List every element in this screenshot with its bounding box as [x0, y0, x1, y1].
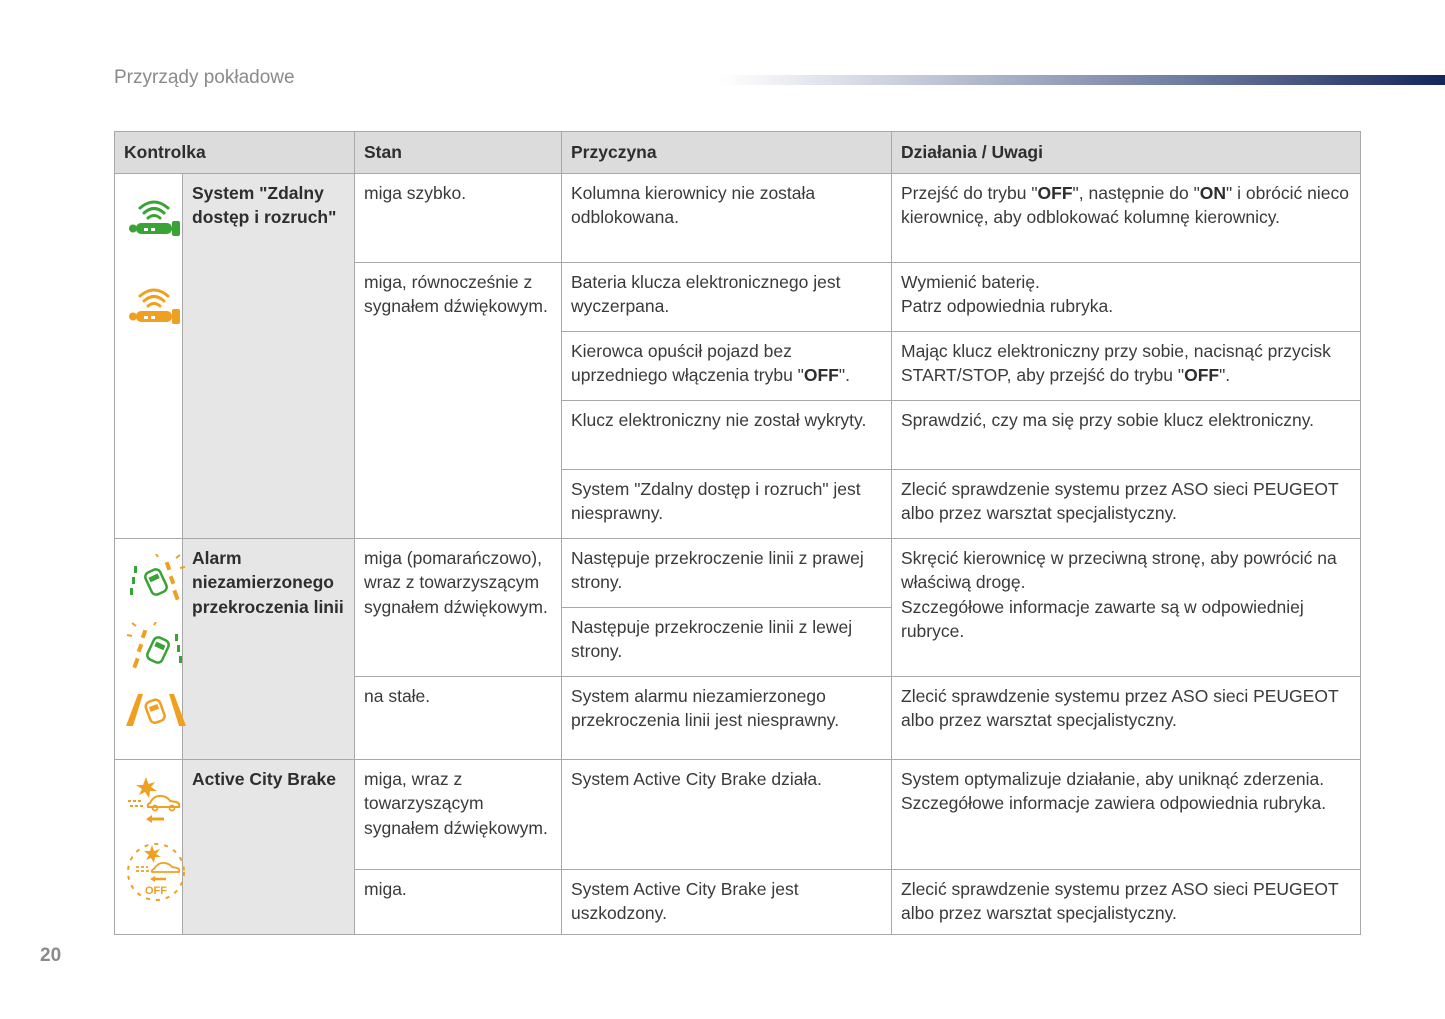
lane-departure-right-icon [124, 554, 188, 608]
header-gradient-bar [720, 75, 1445, 85]
table-row [115, 174, 1361, 263]
active-city-brake-off-icon [124, 839, 188, 905]
keyless-state-2: miga, równocześnie z sygnałem dźwiękowym. [355, 263, 562, 539]
acb-action-2: Zlecić sprawdzenie systemu przez ASO sieci PEUGEOT albo przez warsztat specjalistyczny. [892, 870, 1361, 935]
lane-cause-1: Następuje przekroczenie linii z prawej strony. [562, 539, 892, 608]
keyless-cause-2: Bateria klucza elektronicznego jest wyczerpana. [562, 263, 892, 332]
section-title: Przyrządy pokładowe [114, 67, 295, 88]
lane-state-2: na stałe. [355, 677, 562, 760]
col-header-dzialania: Działania / Uwagi [892, 132, 1361, 174]
keyless-name: System "Zdalny dostęp i rozruch" [183, 174, 355, 539]
lane-name: Alarm niezamierzonego przekroczenia linii [183, 539, 355, 760]
keyless-cause-3: Kierowca opuścił pojazd bez uprzedniego włączenia trybu "OFF". [562, 332, 892, 401]
keyless-state-1: miga szybko. [355, 174, 562, 263]
lane-action-1: Skręcić kierownicę w przeciwną stronę, aby powrócić na właściwą drogę. Szczegółowe informacje zawarte są w odpowiedniej rubryce. [892, 539, 1361, 677]
keyless-action-2: Wymienić baterię. Patrz odpowiednia rubryka. [892, 263, 1361, 332]
acb-state-1: miga, wraz z towarzyszącym sygnałem dźwiękowym. [355, 760, 562, 870]
keyless-action-4: Sprawdzić, czy ma się przy sobie klucz elektroniczny. [892, 401, 1361, 470]
keyless-icons-cell [115, 174, 183, 539]
lane-departure-left-icon [124, 622, 188, 676]
col-header-przyczyna: Przyczyna [562, 132, 892, 174]
warning-lights-table [114, 131, 1361, 935]
acb-cause-2: System Active City Brake jest uszkodzony. [562, 870, 892, 935]
lane-icons-cell [115, 539, 183, 760]
acb-icons-cell [115, 760, 183, 935]
acb-state-2: miga. [355, 870, 562, 935]
active-city-brake-icon [124, 775, 184, 825]
col-header-kontrolka: Kontrolka [115, 132, 355, 174]
keyless-cause-5: System "Zdalny dostęp i rozruch" jest niesprawny. [562, 470, 892, 539]
table-header-row [115, 132, 1361, 174]
keyless-action-1: Przejść do trybu "OFF", następnie do "ON" i obrócić nieco kierownicę, aby odblokować kolumnę kierownicy. [892, 174, 1361, 263]
keyless-action-3: Mając klucz elektroniczny przy sobie, nacisnąć przycisk START/STOP, aby przejść do trybu "OFF". [892, 332, 1361, 401]
col-header-stan: Stan [355, 132, 562, 174]
table-row [115, 539, 1361, 608]
acb-off-label: OFF [145, 885, 167, 897]
acb-name: Active City Brake [183, 760, 355, 935]
lane-cause-3: System alarmu niezamierzonego przekroczenia linii jest niesprawny. [562, 677, 892, 760]
keyless-cause-4: Klucz elektroniczny nie został wykryty. [562, 401, 892, 470]
keyless-green-icon [124, 195, 184, 243]
acb-cause-1: System Active City Brake działa. [562, 760, 892, 870]
lane-cause-2: Następuje przekroczenie linii z lewej strony. [562, 608, 892, 677]
lane-departure-fault-icon [124, 690, 188, 730]
table-row [115, 760, 1361, 870]
lane-action-3: Zlecić sprawdzenie systemu przez ASO sieci PEUGEOT albo przez warsztat specjalistyczny. [892, 677, 1361, 760]
keyless-action-5: Zlecić sprawdzenie systemu przez ASO sieci PEUGEOT albo przez warsztat specjalistyczny. [892, 470, 1361, 539]
keyless-orange-icon [124, 283, 184, 331]
page-number: 20 [40, 945, 62, 966]
lane-state-1: miga (pomarańczowo), wraz z towarzyszącym sygnałem dźwiękowym. [355, 539, 562, 677]
acb-action-1: System optymalizuje działanie, aby uniknąć zderzenia. Szczegółowe informacje zawiera odpowiednia rubryka. [892, 760, 1361, 870]
keyless-cause-1: Kolumna kierownicy nie została odblokowana. [562, 174, 892, 263]
